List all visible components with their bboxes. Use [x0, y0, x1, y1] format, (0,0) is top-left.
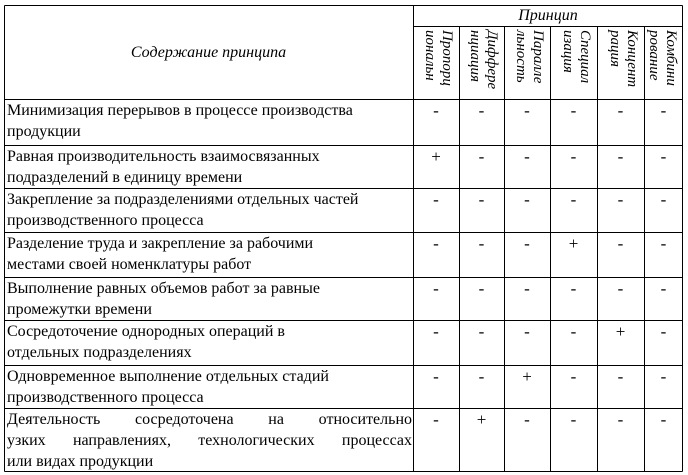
description-line: Выполнение равных объемов работ за равные	[7, 280, 320, 297]
principle-column-label: изация	[560, 30, 576, 73]
description-line: Закрепление за подразделениями отдельных частей	[7, 191, 359, 208]
minus-mark: -	[617, 101, 624, 120]
principle-description	[4, 189, 413, 232]
minus-mark: -	[570, 367, 577, 386]
minus-mark: -	[660, 410, 667, 429]
description-line: промежутки времени	[7, 301, 152, 318]
minus-mark: -	[433, 190, 439, 209]
content-column-header: Содержание принципа	[130, 44, 287, 61]
minus-mark: -	[524, 190, 530, 209]
principle-column-label: нциация	[467, 30, 483, 82]
minus-mark: -	[570, 147, 577, 166]
minus-mark: -	[570, 101, 577, 120]
minus-mark: -	[478, 367, 485, 386]
minus-mark: -	[660, 367, 667, 386]
description-line: производственного процесса	[7, 212, 204, 229]
minus-mark: -	[617, 279, 624, 298]
minus-mark: -	[478, 322, 485, 341]
minus-mark: -	[660, 279, 667, 298]
minus-mark: -	[433, 322, 439, 341]
principle-description	[4, 409, 413, 472]
principle-column-label: Комбини	[663, 30, 679, 86]
plus-mark: +	[431, 147, 441, 166]
description-line: продукции	[7, 123, 81, 140]
principle-column-label: иональн	[422, 30, 438, 81]
minus-mark: -	[570, 322, 577, 341]
minus-mark: -	[433, 101, 439, 120]
plus-mark: +	[522, 367, 532, 386]
description-line: Одновременное выполнение отдельных стадий	[7, 368, 329, 385]
minus-mark: -	[433, 367, 439, 386]
minus-mark: -	[617, 190, 624, 209]
minus-mark: -	[660, 101, 667, 120]
minus-mark: -	[524, 279, 530, 298]
minus-mark: -	[478, 147, 485, 166]
plus-mark: +	[476, 410, 487, 429]
minus-mark: -	[433, 410, 439, 429]
minus-mark: -	[524, 234, 530, 253]
description-line: Равная производительность взаимосвязанных	[7, 148, 320, 165]
minus-mark: -	[478, 101, 485, 120]
plus-mark: +	[615, 322, 626, 341]
minus-mark: -	[660, 147, 667, 166]
description-line: подразделений в единицу времени	[7, 169, 243, 186]
description-line: Минимизация перерывов в процессе производства	[7, 102, 353, 119]
minus-mark: -	[660, 322, 667, 341]
description-line: отдельных подразделениях	[7, 344, 192, 361]
minus-mark: -	[524, 322, 530, 341]
minus-mark: -	[570, 190, 577, 209]
principle-column-label: рование	[646, 30, 662, 81]
description-line: Разделение труда и закрепление за рабочими	[7, 235, 314, 252]
minus-mark: -	[660, 234, 667, 253]
minus-mark: -	[478, 279, 485, 298]
minus-mark: -	[524, 147, 530, 166]
principle-description	[4, 233, 413, 277]
description-line: Сосредоточение однородных операций в	[7, 323, 285, 340]
principle-group-header: Принцип	[518, 7, 578, 24]
minus-mark: -	[433, 234, 439, 253]
principle-column-label: рация	[607, 30, 623, 67]
principle-description	[4, 278, 413, 320]
minus-mark: -	[570, 410, 577, 429]
minus-mark: -	[478, 190, 485, 209]
minus-mark: -	[617, 410, 624, 429]
minus-mark: -	[617, 147, 624, 166]
minus-mark: -	[524, 410, 530, 429]
description-line: узких направлениях, технологических процессах	[7, 432, 412, 449]
minus-mark: -	[660, 190, 667, 209]
plus-mark: +	[568, 234, 579, 253]
principles-table	[4, 5, 683, 472]
minus-mark: -	[617, 367, 624, 386]
minus-mark: -	[433, 279, 439, 298]
principle-description	[4, 100, 413, 145]
principle-column-label: Паралле	[530, 30, 546, 84]
minus-mark: -	[617, 234, 624, 253]
description-line: или видах продукции	[7, 453, 154, 470]
principle-description	[4, 146, 413, 188]
minus-mark: -	[524, 101, 530, 120]
description-line: Деятельность сосредоточена на относительно	[7, 411, 412, 428]
description-line: производственного процесса	[7, 389, 204, 406]
principle-column-label: Пропорц	[439, 30, 455, 86]
principle-column-label: льность	[513, 30, 529, 83]
description-line: местами своей номенклатуры работ	[7, 256, 252, 273]
principle-description	[4, 321, 413, 365]
principle-description	[4, 366, 413, 408]
principle-column-label: Специал	[577, 30, 593, 84]
principle-column-label: Концент	[624, 30, 640, 88]
minus-mark: -	[570, 279, 577, 298]
principle-column-label: Диффере	[484, 30, 500, 90]
minus-mark: -	[478, 234, 485, 253]
